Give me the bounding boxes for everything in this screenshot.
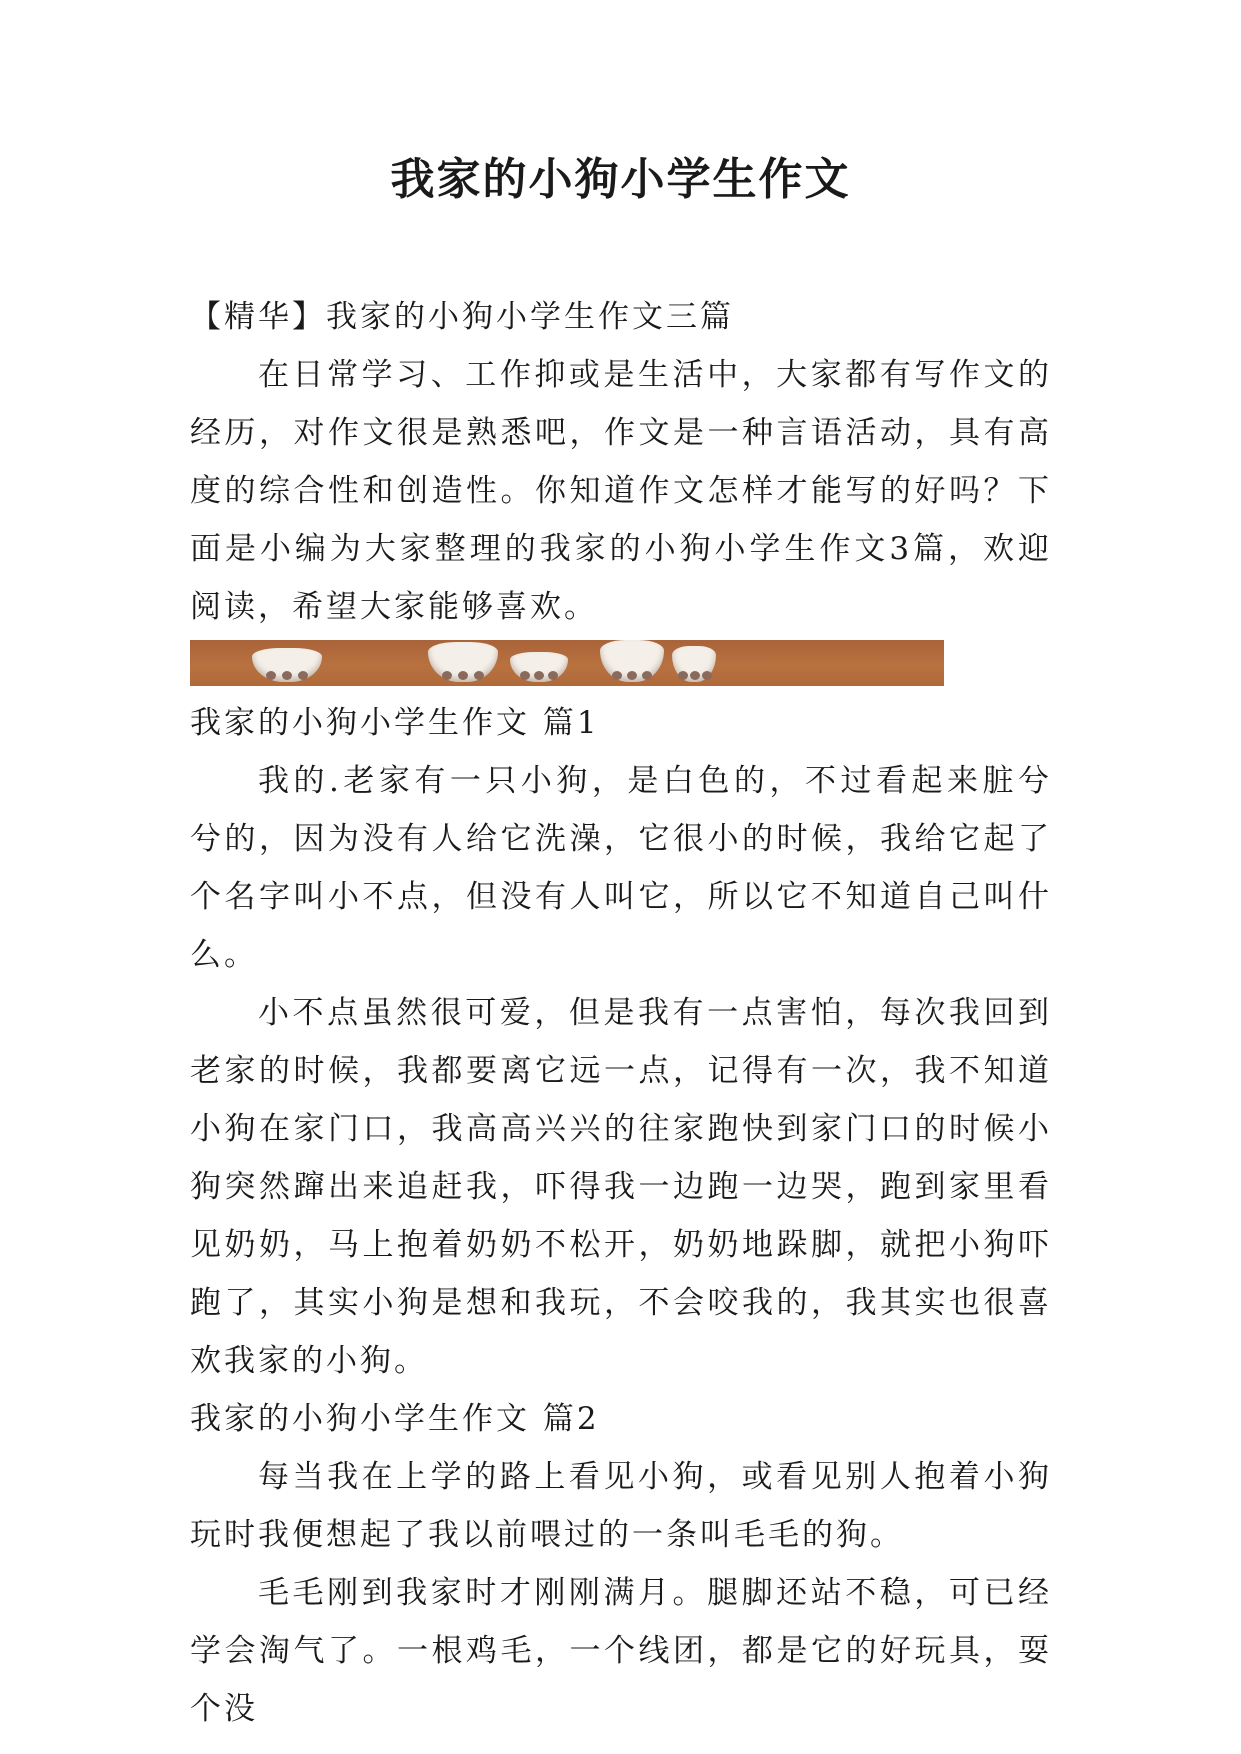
paw-icon bbox=[428, 642, 498, 682]
section-1-paragraph-1: 我的.老家有一只小狗，是白色的，不过看起来脏兮兮的，因为没有人给它洗澡，它很小的时候，我给它起了个名字叫小不点，但没有人叫它，所以它不知道自己叫什么。 bbox=[190, 763, 1052, 973]
paw-icon bbox=[672, 646, 716, 682]
dog-paws-photo bbox=[190, 640, 944, 686]
section-2-paragraph-2: 毛毛刚到我家时才刚刚满月。腿脚还站不稳，可已经学会淘气了。一根鸡毛，一个线团，都是它的好玩具，耍个没 bbox=[190, 1575, 1052, 1727]
paw-icon bbox=[252, 648, 322, 682]
section-2-paragraph-1: 每当我在上学的路上看见小狗，或看见别人抱着小狗玩时我便想起了我以前喂过的一条叫毛毛的狗。 bbox=[190, 1459, 1052, 1553]
intro-heading: 【精华】我家的小狗小学生作文三篇 bbox=[190, 299, 734, 335]
section-1-paragraph-2: 小不点虽然很可爱，但是我有一点害怕，每次我回到老家的时候，我都要离它远一点，记得有一次，我不知道小狗在家门口，我高高兴兴的往家跑快到家门口的时候小狗突然蹿出来追赶我，吓得我一边跑一边哭，跑到家里看见奶奶，马上抱着奶奶不松开，奶奶地跺脚，就把小狗吓跑了，其实小狗是想和我玩，不会咬我的，我其实也很喜欢我家的小狗。 bbox=[190, 995, 1052, 1379]
document-body bbox=[190, 288, 1052, 1738]
paw-icon bbox=[510, 652, 568, 682]
intro-paragraph: 在日常学习、工作抑或是生活中，大家都有写作文的经历，对作文很是熟悉吧，作文是一种言语活动，具有高度的综合性和创造性。你知道作文怎样才能写的好吗？下面是小编为大家整理的我家的小狗小学生作文3篇，欢迎阅读，希望大家能够喜欢。 bbox=[190, 357, 1052, 625]
paw-icon bbox=[600, 640, 664, 682]
section-2-heading: 我家的小狗小学生作文 篇2 bbox=[190, 1401, 600, 1437]
document-title: 我家的小狗小学生作文 bbox=[390, 154, 851, 205]
section-1-heading: 我家的小狗小学生作文 篇1 bbox=[190, 705, 600, 741]
